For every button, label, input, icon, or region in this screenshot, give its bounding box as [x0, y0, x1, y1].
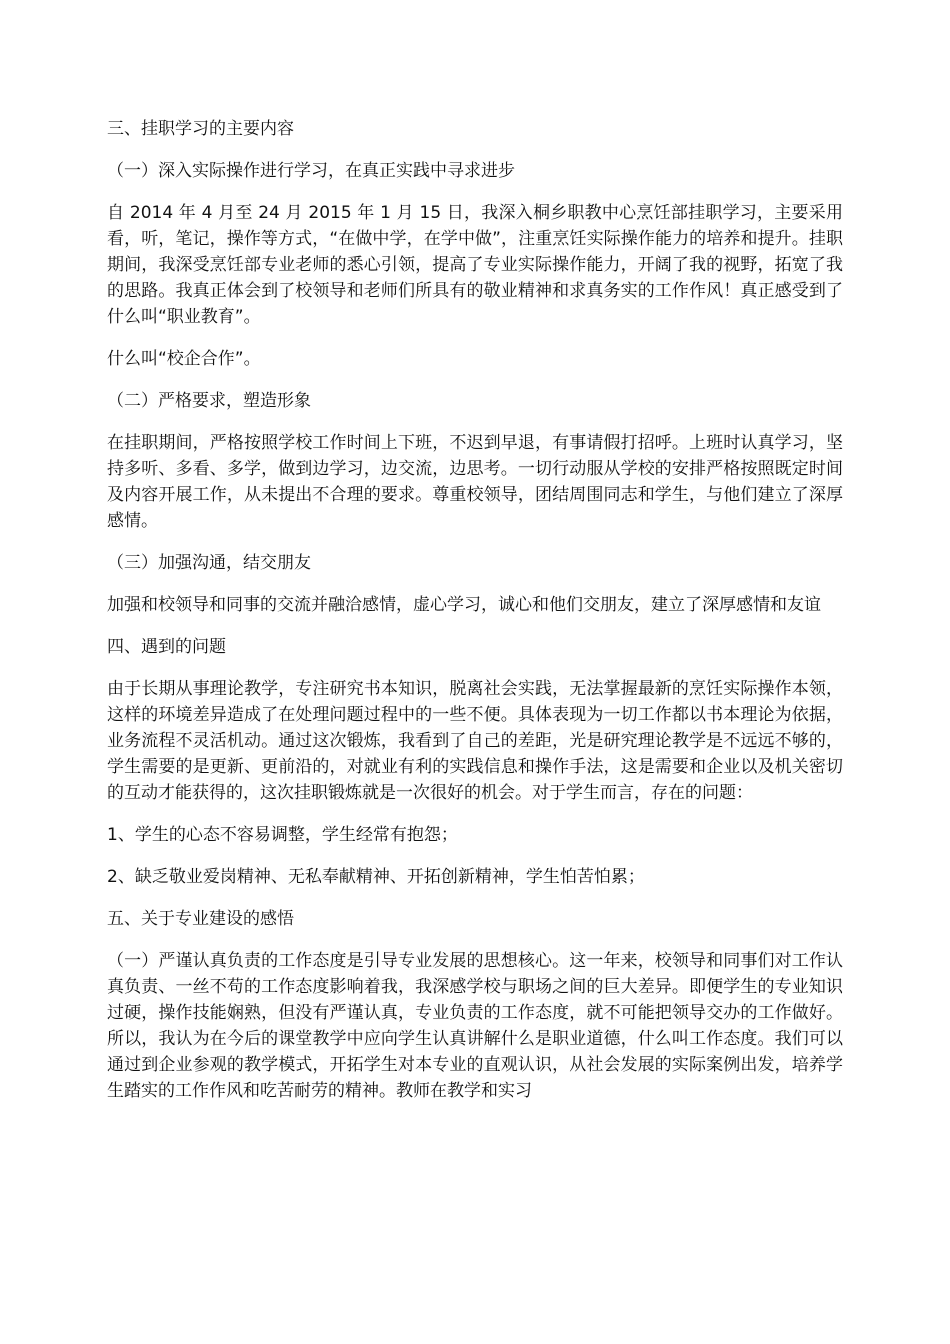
paragraph-3-2-body: 在挂职期间，严格按照学校工作时间上下班，不迟到早退，有事请假打招呼。上班时认真学习，坚持多听、多看、多学，做到边学习，边交流，边思考。一切行动服从学校的安排严格按照既定时间及内容开展工作，从未提出不合理的要求。尊重校领导，团结周围同志和学生，与他们建立了深厚感情。 [107, 433, 843, 531]
section-heading-4: 四、遇到的问题 [107, 637, 226, 657]
list-item-problem-1: 1、学生的心态不容易调整，学生经常有抱怨； [107, 825, 458, 845]
subheading-3-2: （二）严格要求，塑造形象 [107, 391, 311, 411]
paragraph-3-3-body: 加强和校领导和同事的交流并融洽感情，虚心学习，诚心和他们交朋友，建立了深厚感情和友谊 [107, 595, 821, 615]
section-heading-5: 五、关于专业建设的感悟 [107, 909, 294, 929]
paragraph-5-1-body: （一）严谨认真负责的工作态度是引导专业发展的思想核心。这一年来，校领导和同事们对工作认真负责、一丝不苟的工作态度影响着我，我深感学校与职场之间的巨大差异。即便学生的专业知识过硬，操作技能娴熟，但没有严谨认真，专业负责的工作态度，就不可能把领导交办的工作做好。所以，我认为在今后的课堂教学中应向学生认真讲解什么是职业道德，什么叫工作态度。我们可以通过到企业参观的教学模式，开拓学生对本专业的直观认识，从社会发展的实际案例出发，培养学生踏实的工作作风和吃苦耐劳的精神。教师在教学和实习 [107, 951, 843, 1101]
paragraph-school-enterprise: 什么叫“校企合作”。 [107, 349, 261, 369]
paragraph-4-body: 由于长期从事理论教学，专注研究书本知识，脱离社会实践，无法掌握最新的烹饪实际操作本领，这样的环境差异造成了在处理问题过程中的一些不便。具体表现为一切工作都以书本理论为依据，业务流程不灵活机动。通过这次锻炼，我看到了自己的差距，光是研究理论教学是不远远不够的，学生需要的是更新、更前沿的，对就业有利的实践信息和操作手法，这是需要和企业以及机关密切的互动才能获得的，这次挂职锻炼就是一次很好的机会。对于学生而言，存在的问题： [107, 679, 843, 803]
list-item-problem-2: 2、缺乏敬业爱岗精神、无私奉献精神、开拓创新精神，学生怕苦怕累； [107, 867, 645, 887]
section-heading-3: 三、挂职学习的主要内容 [107, 119, 294, 139]
document-page [107, 116, 843, 1120]
subheading-3-1: （一）深入实际操作进行学习，在真正实践中寻求进步 [107, 161, 515, 181]
subheading-3-3: （三）加强沟通，结交朋友 [107, 553, 311, 573]
paragraph-3-1-body: 自 2014 年 4 月至 24 月 2015 年 1 月 15 日，我深入桐乡职教中心烹饪部挂职学习，主要采用看，听，笔记，操作等方式，“在做中学，在学中做”，注重烹饪实际操作能力的培养和提升。挂职期间，我深受烹饪部专业老师的悉心引领，提高了专业实际操作能力，开阔了我的视野，拓宽了我的思路。我真正体会到了校领导和老师们所具有的敬业精神和求真务实的工作作风！真正感受到了什么叫“职业教育”。 [107, 203, 843, 327]
